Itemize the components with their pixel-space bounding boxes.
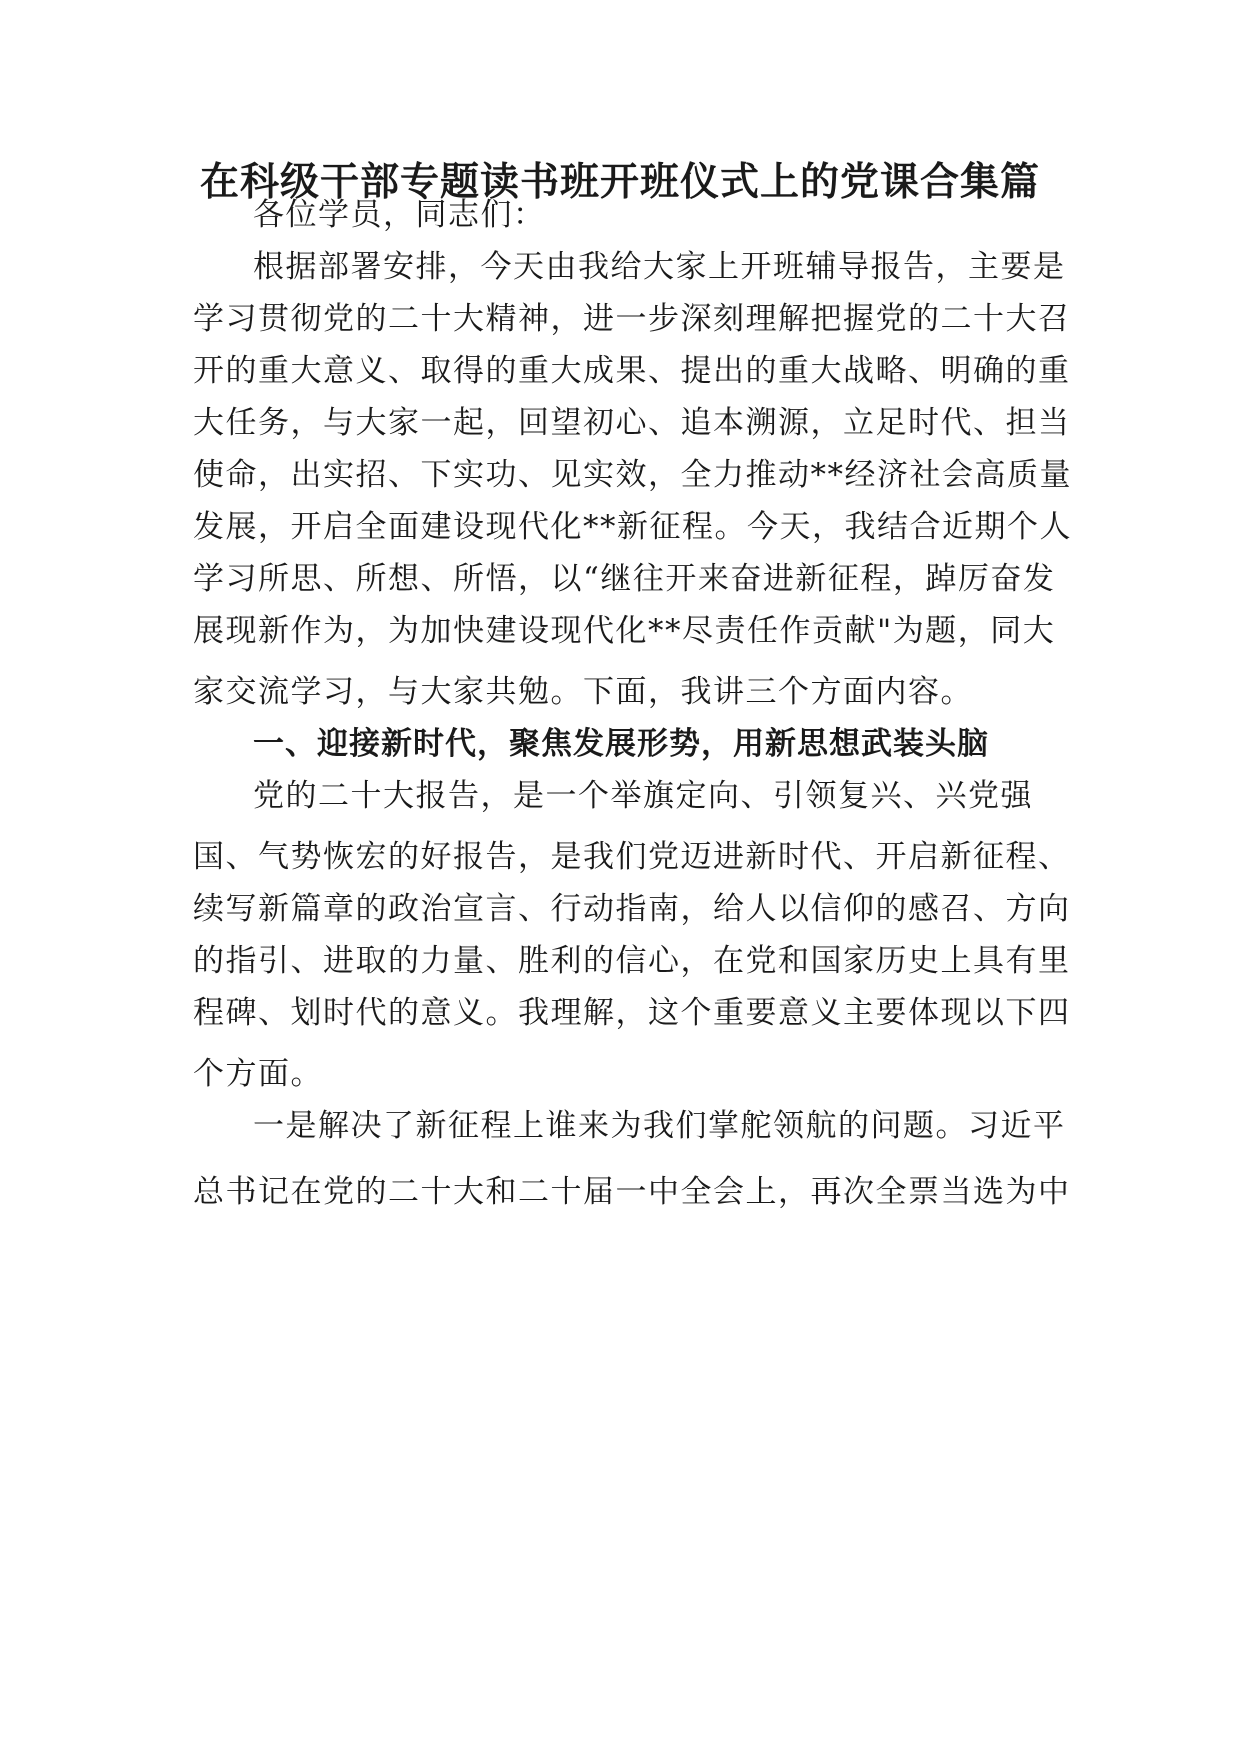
paragraph-line: 展现新作为，为加快建设现代化**尽责任作贡献"为题，同大 — [193, 613, 1056, 649]
paragraph-line: 一是解决了新征程上谁来为我们掌舵领航的问题。习近平 — [253, 1108, 1066, 1144]
paragraph-line: 程碑、划时代的意义。我理解，这个重要意义主要体现以下四 — [193, 995, 1071, 1031]
paragraph-line: 总书记在党的二十大和二十届一中全会上，再次全票当选为中 — [193, 1174, 1071, 1210]
paragraph-line: 大任务，与大家一起，回望初心、追本溯源，立足时代、担当 — [193, 405, 1071, 441]
paragraph-line: 续写新篇章的政治宣言、行动指南，给人以信仰的感召、方向 — [193, 891, 1071, 927]
paragraph-line: 的指引、进取的力量、胜利的信心，在党和国家历史上具有里 — [193, 943, 1071, 979]
paragraph-line: 根据部署安排，今天由我给大家上开班辅导报告，主要是 — [253, 249, 1066, 285]
document-title: 在科级干部专题读书班开班仪式上的党课合集篇 — [199, 160, 1040, 205]
paragraph-line: 学习贯彻党的二十大精神，进一步深刻理解把握党的二十大召 — [193, 301, 1071, 337]
paragraph-line: 开的重大意义、取得的重大成果、提出的重大战略、明确的重 — [193, 353, 1071, 389]
paragraph-line: 国、气势恢宏的好报告，是我们党迈进新时代、开启新征程、 — [193, 839, 1071, 875]
paragraph-line: 使命，出实招、下实功、见实效，全力推动**经济社会高质量 — [193, 457, 1072, 493]
greeting: 各位学员，同志们： — [253, 197, 546, 233]
paragraph-line: 个方面。 — [193, 1056, 323, 1092]
paragraph-line: 家交流学习，与大家共勉。下面，我讲三个方面内容。 — [193, 674, 973, 710]
section-heading: 一、迎接新时代，聚焦发展形势，用新思想武装头脑 — [253, 726, 989, 762]
paragraph-line: 发展，开启全面建设现代化**新征程。今天，我结合近期个人 — [193, 509, 1072, 545]
paragraph-line: 学习所思、所想、所悟，以“继往开来奋进新征程，踔厉奋发 — [193, 561, 1056, 597]
paragraph-line: 党的二十大报告，是一个举旗定向、引领复兴、兴党强 — [253, 778, 1033, 814]
